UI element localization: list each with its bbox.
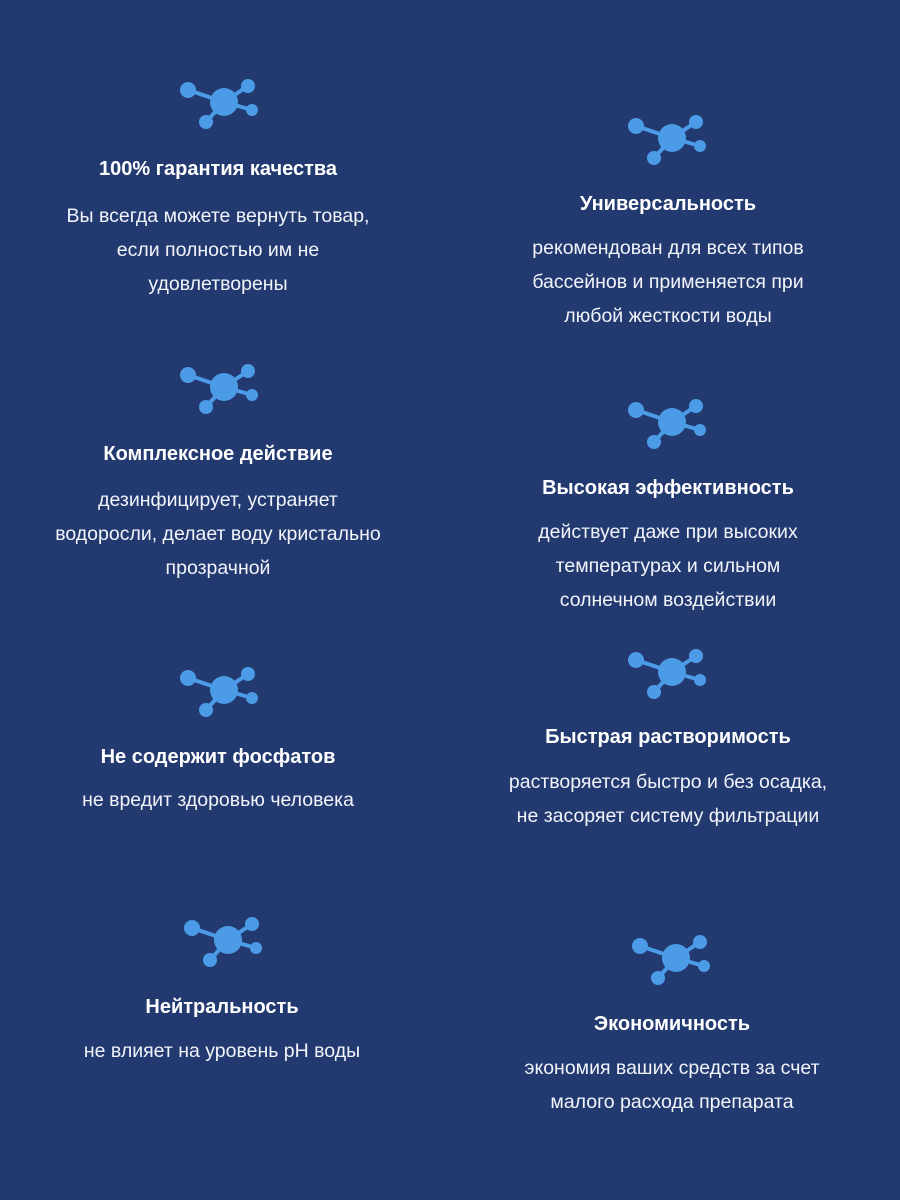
feature-neutrality — [12, 910, 432, 1110]
feature-title: Не содержит фосфатов — [100, 746, 336, 768]
feature-description: действует даже при высоких температурах и сильном солнечном воздействии — [538, 521, 798, 611]
feature-title: Экономичность — [593, 1013, 751, 1035]
molecule-icon — [628, 928, 718, 988]
feature-high-efficiency — [458, 392, 878, 632]
feature-title: Комплексное действие — [103, 443, 333, 465]
molecule-icon — [624, 642, 714, 702]
feature-fast-solubility — [458, 642, 878, 842]
feature-description: Вы всегда можете вернуть товар, если полностью им не удовлетворены — [66, 205, 370, 295]
molecule-icon — [180, 910, 270, 970]
molecule-icon — [176, 72, 266, 132]
feature-complex-action — [8, 357, 428, 597]
feature-description: рекомендован для всех типов бассейнов и применяется при любой жесткости воды — [532, 237, 804, 327]
molecule-icon — [624, 392, 714, 452]
molecule-icon — [624, 108, 714, 168]
feature-description: экономия ваших средств за счет малого расхода препарата — [524, 1057, 820, 1113]
feature-description: не влияет на уровень pH воды — [83, 1040, 361, 1062]
feature-title: Нейтральность — [145, 996, 299, 1018]
feature-no-phosphates — [8, 660, 428, 860]
feature-universality — [458, 108, 878, 348]
feature-title: Универсальность — [579, 193, 757, 215]
feature-economy — [462, 928, 882, 1128]
molecule-icon — [176, 660, 266, 720]
feature-title: Высокая эффективность — [542, 477, 794, 499]
feature-title: 100% гарантия качества — [98, 158, 338, 180]
feature-description: не вредит здоровью человека — [82, 789, 354, 811]
feature-title: Быстрая растворимость — [545, 726, 791, 748]
feature-quality-guarantee — [8, 72, 428, 312]
molecule-icon — [176, 357, 266, 417]
feature-description: растворяется быстро и без осадка, не засоряет систему фильтрации — [508, 771, 828, 827]
feature-description: дезинфицирует, устраняет водоросли, делает воду кристально прозрачной — [55, 489, 381, 579]
